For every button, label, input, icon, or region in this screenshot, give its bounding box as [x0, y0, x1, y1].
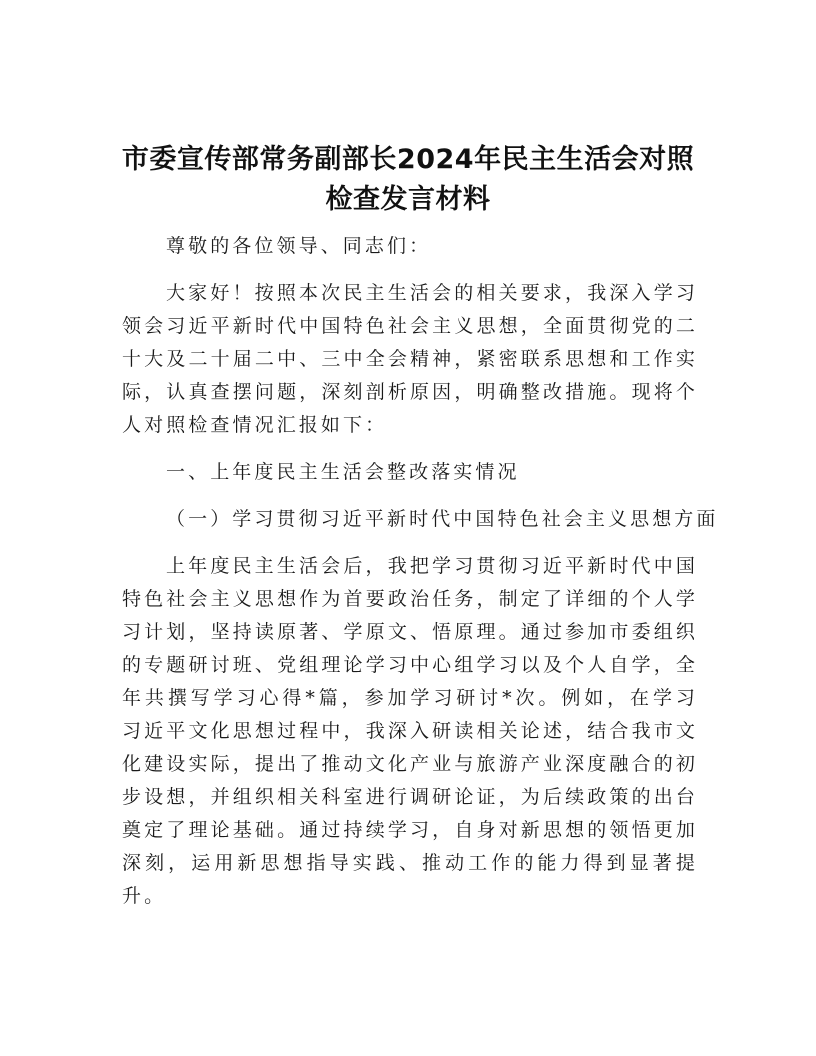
- document-body: [122, 230, 719, 927]
- section-heading-1: 一、上年度民主生活会整改落实情况: [166, 461, 520, 483]
- intro-paragraph: 大家好！按照本次民主生活会的相关要求，我深入学习领会习近平新时代中国特色社会主义思想，全面贯彻党的二十大及二十届二中、三中全会精神，紧密联系思想和工作实际，认真查摆问题，深刻剖析原因，明确整改措施。现将个人对照检查情况汇报如下：: [122, 282, 698, 436]
- document-title: [100, 140, 716, 220]
- subsection-1-paragraph: 上年度民主生活会后，我把学习贯彻习近平新时代中国特色社会主义思想作为首要政治任务，制定了详细的个人学习计划，坚持读原著、学原文、悟原理。通过参加市委组织的专题研讨班、党组理论学习中心组学习以及个人自学，全年共撰写学习心得*篇，参加学习研讨*次。例如，在学习习近平文化思想过程中，我深入研读相关论述，结合我市文化建设实际，提出了推动文化产业与旅游产业深度融合的初步设想，并组织相关科室进行调研论证，为后续政策的出台奠定了理论基础。通过持续学习，自身对新思想的领悟更加深刻，运用新思想指导实践、推动工作的能力得到显著提升。: [122, 555, 698, 907]
- title-line-2: 检查发言材料: [325, 184, 491, 215]
- subsection-heading-1: （一）学习贯彻习近平新时代中国特色社会主义思想方面: [166, 508, 719, 530]
- title-line-1: 市委宣传部常务副部长2024年民主生活会对照: [121, 144, 695, 175]
- salutation: 尊敬的各位领导、同志们：: [166, 235, 432, 257]
